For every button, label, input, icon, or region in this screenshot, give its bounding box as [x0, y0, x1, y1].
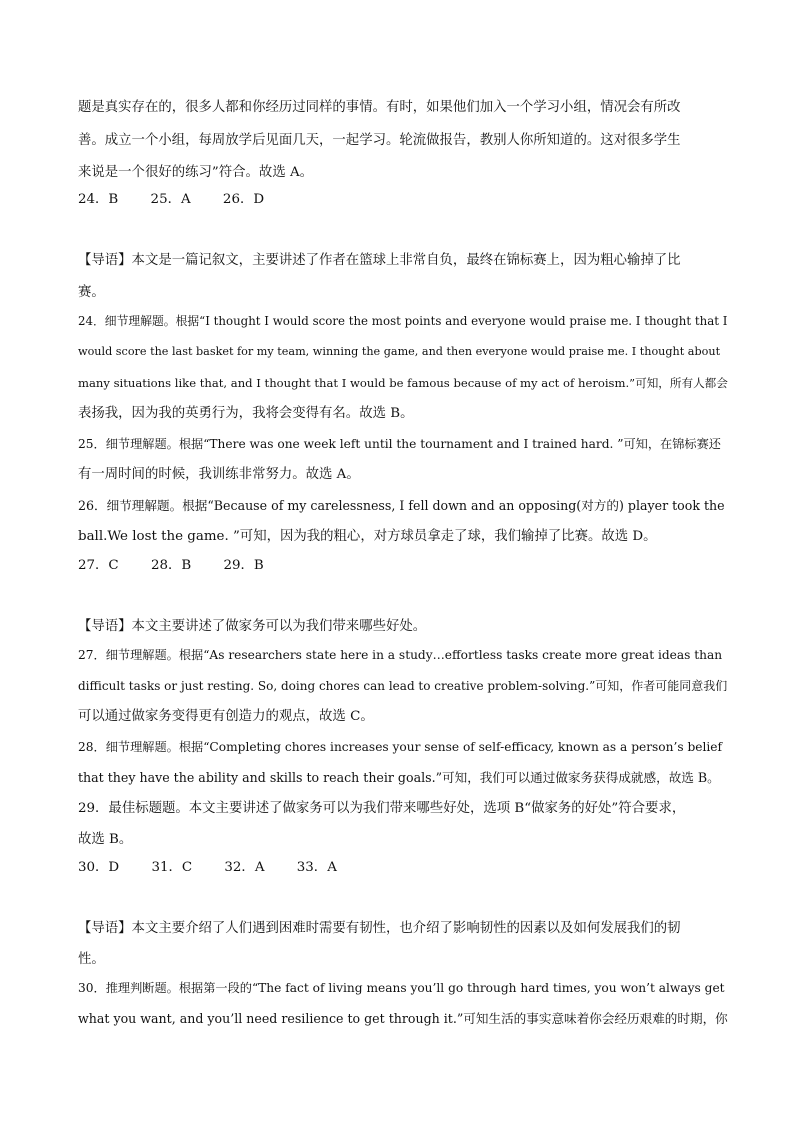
- paragraph-line: 27．细节理解题。根据“As researchers state here in a study…effortless tasks create more great ideas than: [78, 648, 723, 662]
- paragraph-line: 有一周时间的时候，我训练非常努力。故选 A。: [78, 467, 360, 482]
- answer-key-line: [78, 191, 728, 209]
- paragraph-line: 24．细节理解题。根据“I thought I would score the most points and everyone would praise me. I thought that I: [78, 314, 728, 328]
- paragraph-line: many situations like that, and I thought that I would be famous because of my act of heroism.”可知，所有人都会: [78, 376, 728, 390]
- paragraph-line: 性。: [78, 952, 105, 967]
- lead-in-heading: 【导语】本文是一篇记叙文，主要讲述了作者在篮球上非常自负，最终在锦标赛上，因为粗心输掉了比: [78, 253, 681, 268]
- answer-32: 32．A: [224, 860, 265, 875]
- paragraph-line: 题是真实存在的，很多人都和你经历过同样的事情。有时，如果他们加入一个学习小组，情况会有所改: [78, 100, 681, 115]
- answer-26: 26．D: [222, 192, 265, 207]
- answer-28: 28．B: [150, 558, 192, 573]
- answer-30: 30．D: [78, 860, 120, 875]
- paragraph-line: 可以通过做家务变得更有创造力的观点，故选 C。: [78, 709, 374, 724]
- paragraph-line: 26．细节理解题。根据“Because of my carelessness, I fell down and an opposing(对方的) player took the: [78, 498, 725, 513]
- answer-31: 31．C: [151, 860, 193, 875]
- paragraph-line: 28．细节理解题。根据“Completing chores increases your sense of self-efficacy, known as a person’s belief: [78, 740, 723, 754]
- paragraph-line: 故选 B。: [78, 832, 133, 847]
- answer-25: 25．A: [150, 192, 191, 207]
- paragraph-line: 来说是一个很好的练习”符合。故选 A。: [78, 165, 314, 180]
- paragraph-line: what you want, and you’ll need resilience to get through it.”可知生活的事实意味着你会经历艰难的时期，你: [78, 1011, 728, 1026]
- answer-29: 29．B: [223, 558, 264, 573]
- paragraph-line: difficult tasks or just resting. So, doing chores can lead to creative problem-solving.”可知，作者可能同意我们: [78, 679, 728, 693]
- paragraph-line: 25．细节理解题。根据“There was one week left until the tournament and I trained hard. ”可知，在锦标赛还: [78, 437, 721, 451]
- paragraph-line: 表扬我，因为我的英勇行为，我将会变得有名。故选 B。: [78, 406, 414, 421]
- paragraph-line: 30．推理判断题。根据第一段的“The fact of living means you’ll go through hard times, you won’t always get: [78, 981, 725, 995]
- paragraph-line: 善。成立一个小组，每周放学后见面几天，一起学习。轮流做报告，教别人你所知道的。这对很多学生: [78, 133, 681, 148]
- answer-key-line: [78, 557, 728, 575]
- paragraph-line: 29．最佳标题题。本文主要讲述了做家务可以为我们带来哪些好处，选项 B“做家务的好处”符合要求，: [78, 801, 686, 816]
- answer-27: 27．C: [78, 558, 119, 573]
- answer-24: 24．B: [78, 192, 119, 207]
- paragraph-line: would score the last basket for my team, winning the game, and then everyone would praise me. I thought about: [78, 345, 721, 358]
- paragraph-line: 赛。: [78, 285, 105, 300]
- answer-33: 33．A: [296, 860, 337, 875]
- paragraph-line: that they have the ability and skills to reach their goals.”可知，我们可以通过做家务获得成就感，故选 B。: [78, 770, 720, 785]
- lead-in-heading: 【导语】本文主要讲述了做家务可以为我们带来哪些好处。: [78, 619, 427, 634]
- answer-key-line: [78, 859, 728, 877]
- lead-in-heading: 【导语】本文主要介绍了人们遇到困难时需要有韧性，也介绍了影响韧性的因素以及如何发展我们的韧: [78, 921, 681, 936]
- paragraph-line: ball.We lost the game. ”可知，因为我的粗心，对方球员拿走了球，我们输掉了比赛。故选 D。: [78, 529, 657, 544]
